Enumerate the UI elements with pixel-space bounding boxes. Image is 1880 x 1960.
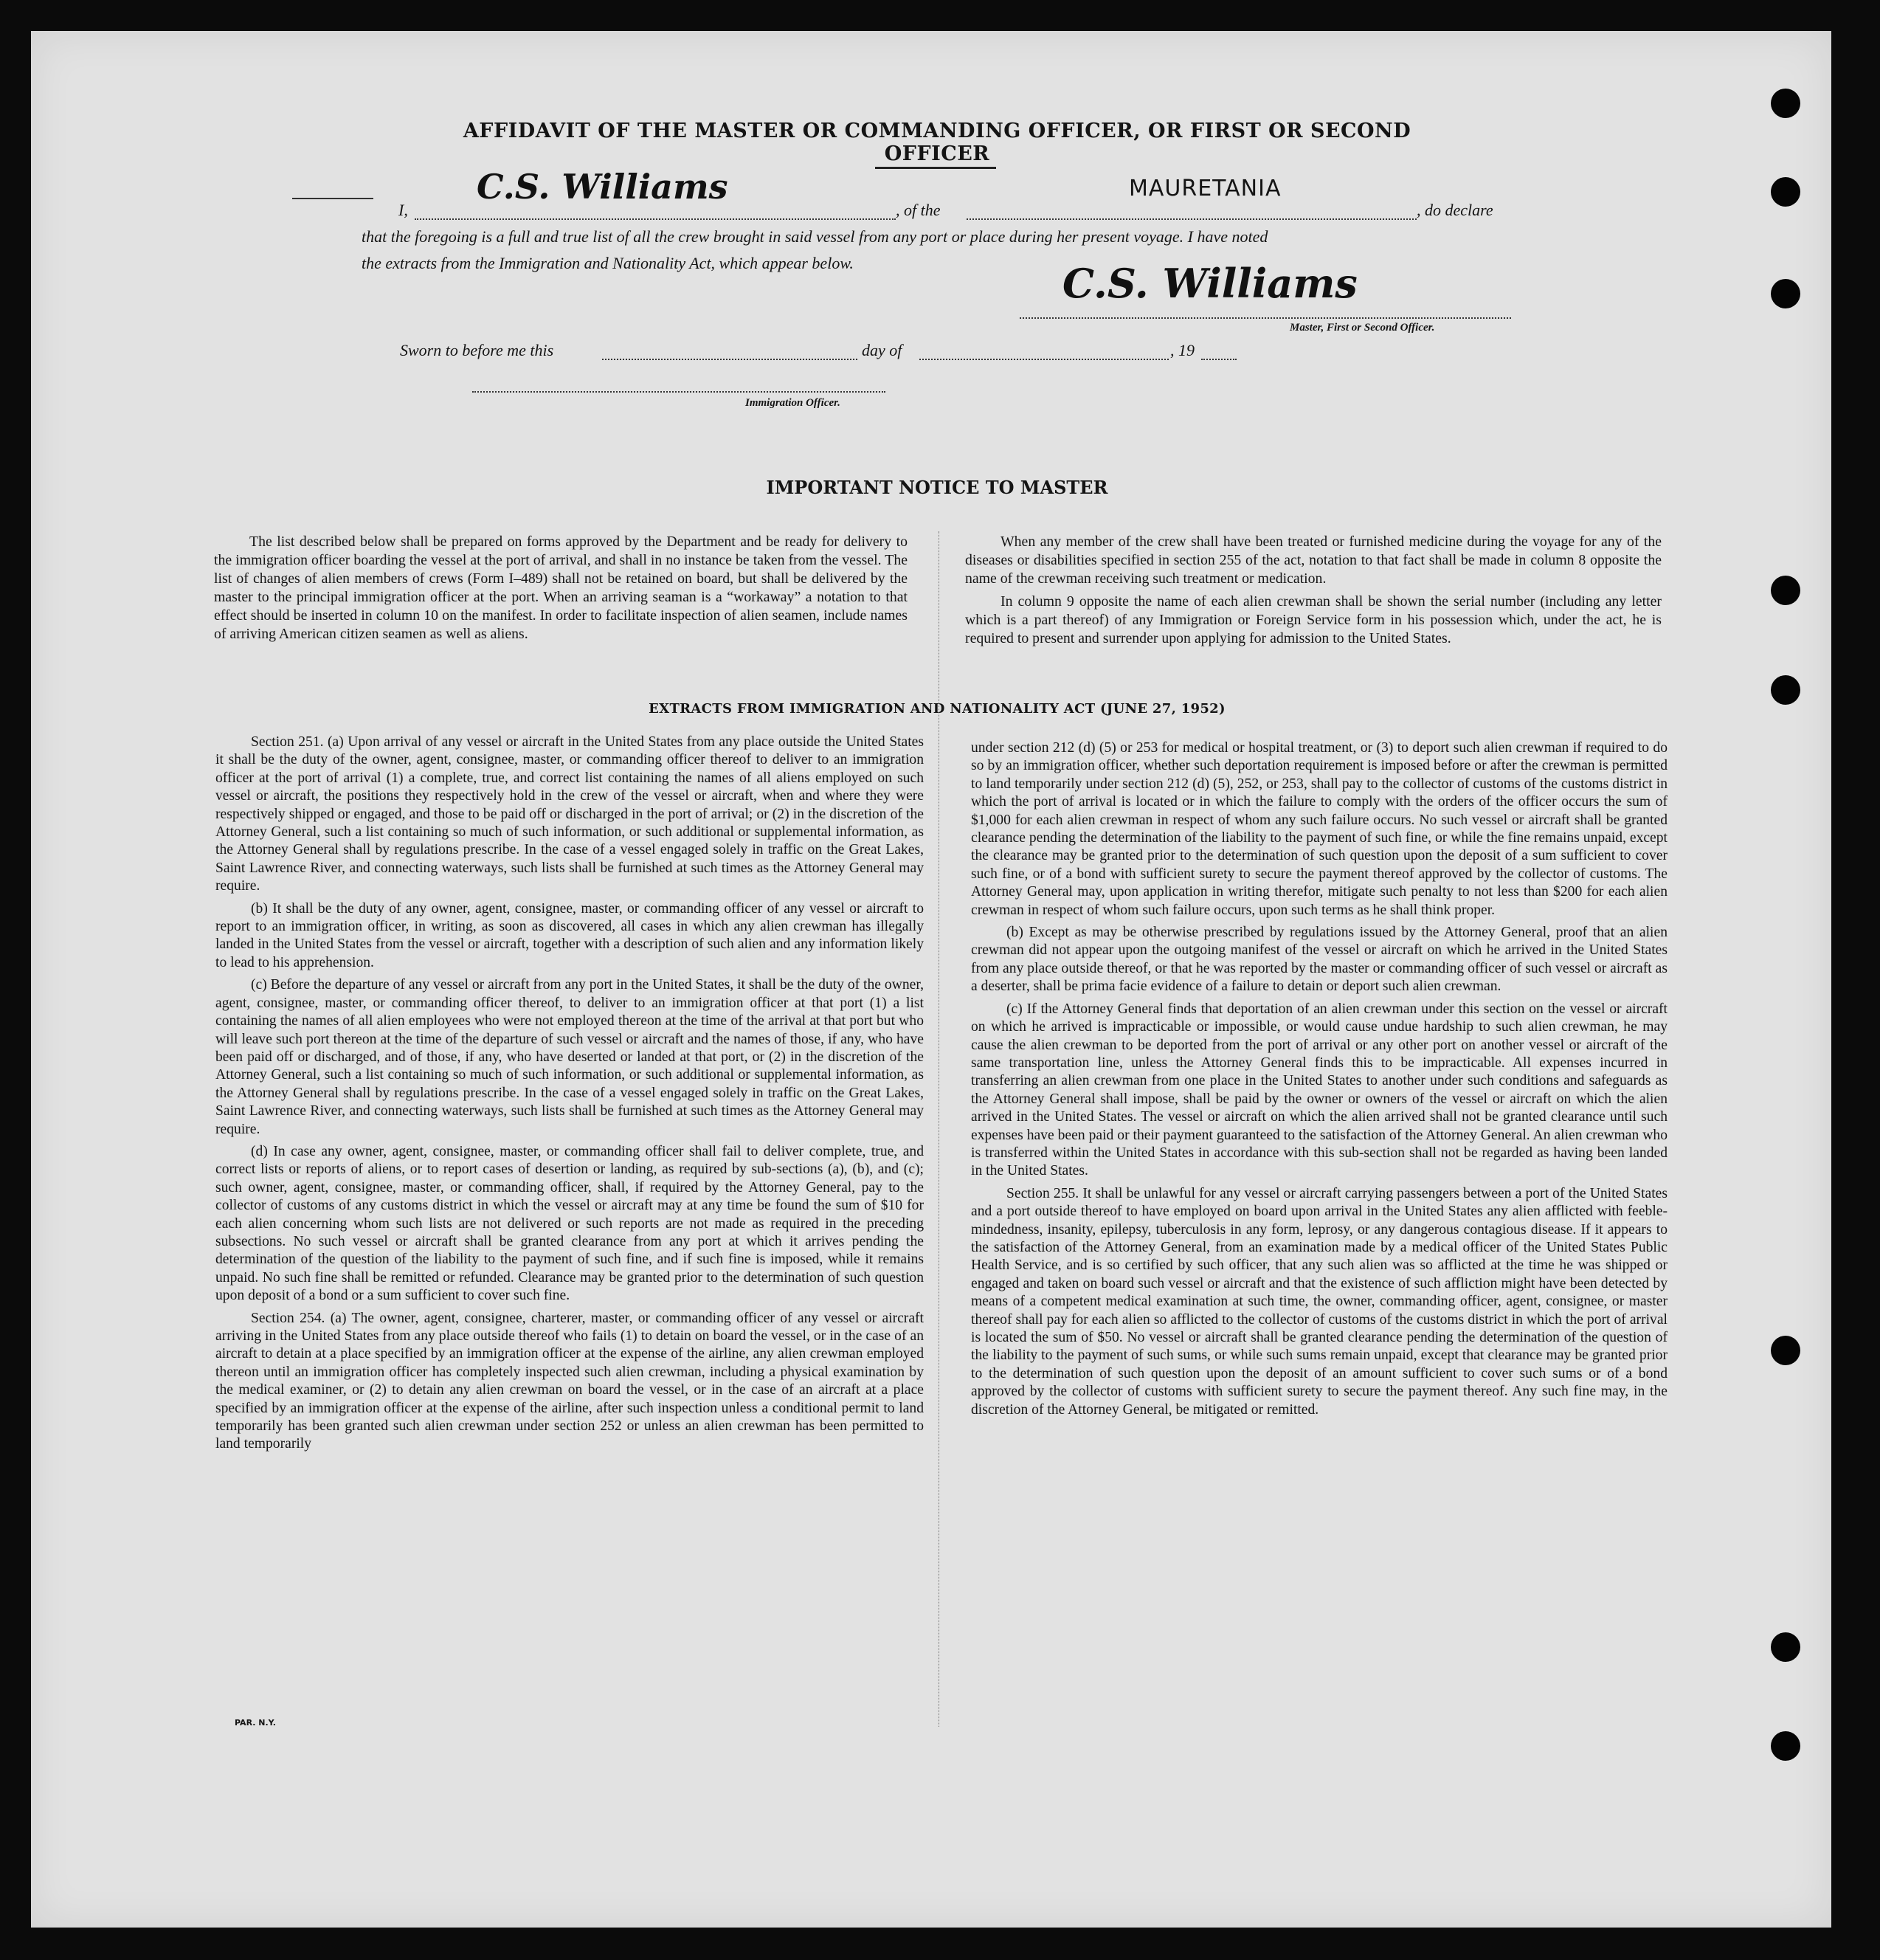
statement-line-2: the extracts from the Immigration and Nationality Act, which appear below.: [362, 254, 854, 272]
section-254-b: (b) Except as may be otherwise prescribed by regulations issued by the Attorney General, proof that an alien crewman did not appear upon the outgoing manifest of the vessel or aircraft on which he arrived in the United States from any place outside thereof, or that he was reported by the master or commanding officer of such vessel or aircraft as a deserter, shall be prima facie evidence of a failure to detain or deport such alien crewman.: [971, 925, 1668, 995]
officer-caption: Immigration Officer.: [745, 397, 840, 409]
binder-hole: [1771, 1336, 1800, 1365]
binder-hole: [1771, 89, 1800, 118]
extracts-left-column: [215, 734, 924, 1458]
of-the-label: , of the: [896, 201, 941, 219]
section-251-d: (d) In case any owner, agent, consignee, master, or commanding officer shall fail to deliver complete, true, and correct lists or reports of aliens, or to report cases of desertion or landing, as required by sub-sections (a), (b), and (c); such owner, agent, consignee, master, or commanding officer, shall, if required by the Attorney General, pay to the collector of customs of any customs district in which the vessel or aircraft may at any time be found the sum of $10 for each alien concerning whom such lists are not delivered or such reports are not made as required in the preceding subsections. No such vessel or aircraft shall be granted clearance from any port at which it arrives pending the determination of the question of the liability to the payment of such fine, and if such fine is imposed, while it remains unpaid. No such fine shall be remitted or refunded. Clearance may be granted prior to the determination of such question upon deposit of a bond or a sum sufficient to cover such fine.: [215, 1143, 924, 1304]
vessel-line: [967, 218, 1417, 220]
section-254-a: Section 254. (a) The owner, agent, consignee, charterer, master, or commanding officer of any vessel or aircraft arriving in the United States from any place outside thereof who fails (1) to detain on board the vessel, or in the case of an aircraft to detain at a place specified by an immigration officer at the expense of the airline, any alien crewman employed thereon until an immigration officer has completely inspected such alien crewman, including a physical examination by the medical examiner, or (2) to detain any alien crewman on board the vessel, or in the case of an aircraft at a place specified by an immigration officer at the expense of the airline, after such inspection unless a conditional permit to land temporarily has been granted such alien crewman under section 252 or unless an alien crewman has been permitted to land temporarily: [215, 1310, 924, 1452]
sworn-year-line: [1201, 359, 1237, 360]
master-signature: C.S. Williams: [1062, 260, 1358, 307]
signature-caption: Master, First or Second Officer.: [1290, 322, 1435, 334]
section-254-a-continued: under section 212 (d) (5) or 253 for medical or hospital treatment, or (3) to deport such alien crewman if required to do so by an immigration officer, whether such deportation requirement is imposed before or after the crewman is permitted to land temporarily under section 212 (d) (5), 252, or 253, shall pay to the collector of customs of the customs district in which the port of arrival is located or in which the failure to comply with the orders of the officer occurs the sum of $1,000 for each alien crewman in respect of whom any such failure occurs. No such vessel or aircraft shall be granted clearance pending the determination of the liability to the payment of such fine, or while the fine remains unpaid, except the clearance may be granted prior to the determination of such question upon the deposit of a sum sufficient to cover such fine, or of a bond with sufficient surety to secure the payment thereof approved by the collector of customs. The Attorney General may, upon application in writing therefor, mitigate such penalty to not less than $200 for each alien crewman in respect of whom such failure occurs, upon such terms as he shall think proper.: [971, 740, 1668, 918]
sworn-month-line: [919, 359, 1169, 360]
extracts-title: EXTRACTS FROM IMMIGRATION AND NATIONALITY ACT (JUNE 27, 1952): [649, 701, 1226, 717]
i-label: I,: [398, 201, 408, 219]
binder-hole: [1771, 576, 1800, 605]
day-of-label: day of: [862, 341, 902, 359]
section-251-c: (c) Before the departure of any vessel or aircraft from any port in the United States, it shall be the duty of the owner, agent, consignee, master, or commanding officer thereof, to deliver to an immigration officer at that port (1) a list containing the names of all alien employees who were not employed thereon at the time of the arrival at that port but who will leave such port thereon at the time of the departure of such vessel or aircraft and the names of those, if any, who have been paid off or discharged, and of those, if any, who have deserted or landed at that port, or (2) in the discretion of the Attorney General, such a list containing so much of such information, or such additional or supplemental information, as the Attorney General shall by regulations prescribe. In the case of a vessel engaged solely in traffic on the Great Lakes, Saint Lawrence River, and connecting waterways, such lists shall be furnished at such times as the Attorney General may require.: [215, 977, 924, 1137]
notice-right-paragraph-1: When any member of the crew shall have been treated or furnished medicine during the voyage for any of the diseases or disabilities specified in section 255 of the act, notation to that fact shall be made in column 8 opposite the name of the crewman receiving such treatment or medication.: [965, 534, 1662, 587]
printer-mark: PAR. N.Y.: [235, 1718, 276, 1728]
notice-left-paragraph: The list described below shall be prepared on forms approved by the Department and be ready for delivery to the immigration officer boarding the vessel at the port of arrival, and shall in no instance be taken from the vessel. The list of changes of alien members of crews (Form I–489) shall not be retained on board, but shall be delivered by the master to the principal immigration officer at the port. When an arriving seaman is a “workaway” a notation to that effect should be inserted in column 10 on the manifest. In order to facilitate inspection of alien seamen, include names of arriving American citizen seamen as well as aliens.: [214, 534, 908, 642]
vessel-name: MAURETANIA: [1129, 176, 1282, 201]
notice-right-column: [965, 533, 1662, 652]
year-label: , 19: [1170, 341, 1195, 359]
notice-right-paragraph-2: In column 9 opposite the name of each alien crewman shall be shown the serial number (including any letter which is a part thereof) of any Immigration or Foreign Service form in his possession which, under the act, he is required to present and surrender upon applying for admission to the United States.: [965, 593, 1662, 646]
signer-name: C.S. Williams: [477, 167, 728, 207]
notice-title: IMPORTANT NOTICE TO MASTER: [766, 477, 1108, 498]
binder-hole: [1771, 279, 1800, 308]
margin-dash: [292, 198, 373, 199]
binder-hole: [1771, 1731, 1800, 1761]
statement-line-1: that the foregoing is a full and true list of all the crew brought in said vessel from any port or place during her present voyage. I have noted: [362, 227, 1268, 246]
affidavit-title: AFFIDAVIT OF THE MASTER OR COMMANDING OFFICER, OR FIRST OR SECOND OFFICER: [463, 120, 1411, 165]
section-251-a: Section 251. (a) Upon arrival of any vessel or aircraft in the United States from any place outside the United States it shall be the duty of the owner, agent, consignee, master, or commanding officer thereof to deliver to an immigration officer at the port of arrival (1) a complete, true, and correct list containing the names of all aliens employed on such vessel or aircraft, the positions they respectively hold in the crew of the vessel or aircraft, when and where they were respectively shipped or engaged, and those to be paid off or discharged in the port of arrival; or (2) in the discretion of the Attorney General, such a list containing so much of such information, or such additional or supplemental information, as the Attorney General shall by regulations prescribe. In the case of a vessel engaged solely in traffic on the Great Lakes, Saint Lawrence River, and connecting waterways, such lists shall be furnished at such times as the Attorney General may require.: [215, 734, 924, 894]
officer-line: [472, 391, 885, 393]
section-255: Section 255. It shall be unlawful for any vessel or aircraft carrying passengers between a port of the United States and a port outside thereof to have employed on board upon arrival in the United States any alien afflicted with feeble-mindedness, insanity, epilepsy, tuberculosis in any form, leprosy, or any dangerous contagious disease. If it appears to the satisfaction of the Attorney General, from an examination made by a medical officer of the United States Public Health Service, and is so certified by such officer, that any such alien was so afflicted at the time he was shipped or engaged and taken on board such vessel or aircraft and that the existence of such affliction might have been detected by means of a competent medical examination at such time, the owner, commanding officer, agent, consignee, or master thereof shall pay for each alien so afflicted to the collector of customs of the customs district in which the port of arrival is located the sum of $50. No vessel or aircraft shall be granted clearance pending the determination of the question of the liability to the payment of such sums, or while such sums remain unpaid, except that clearance may be granted prior to the determination of such question upon the deposit of an amount sufficient to cover such sums or of a bond approved by the collector of customs with sufficient surety to secure the payment thereof. Any such fine may, in the discretion of the Attorney General, be mitigated or remitted.: [971, 1185, 1668, 1418]
notice-left-column: [214, 533, 908, 647]
sworn-label: Sworn to before me this: [400, 341, 554, 359]
title-underline: [875, 167, 996, 169]
binder-hole: [1771, 177, 1800, 207]
sworn-day-line: [602, 359, 857, 360]
signature-line: [1020, 317, 1511, 319]
name-line: [415, 218, 896, 220]
binder-hole: [1771, 675, 1800, 705]
binder-hole: [1771, 1632, 1800, 1662]
do-declare-label: , do declare: [1417, 201, 1493, 219]
extracts-right-column: [971, 739, 1668, 1424]
section-251-b: (b) It shall be the duty of any owner, agent, consignee, master, or commanding officer of any vessel or aircraft to report to an immigration officer, in writing, as soon as discovered, all cases in which any alien crewman has illegally landed in the United States from the vessel or aircraft, together with a description of such alien and any information likely to lead to his apprehension.: [215, 900, 924, 970]
section-254-c: (c) If the Attorney General finds that deportation of an alien crewman under this section on the vessel or aircraft on which he arrived is impracticable or impossible, or would cause undue hardship to such alien crewman, he may cause the alien crewman to be deported from the port of arrival or any other port on another vessel or aircraft of the same transportation line, unless the Attorney General finds this to be impracticable. All expenses incurred in transferring an alien crewman from one place in the United States to another under such conditions and safeguards as the Attorney General shall impose, shall be paid by the owner or owners of the vessel or aircraft on which the alien arrived in the United States. The vessel or aircraft on which the alien arrived shall not be granted clearance until such expenses have been paid or their payment guaranteed to the satisfaction of the Attorney General. An alien crewman who is transferred within the United States in accordance with this sub-section shall not be regarded as having been landed in the United States.: [971, 1001, 1668, 1179]
